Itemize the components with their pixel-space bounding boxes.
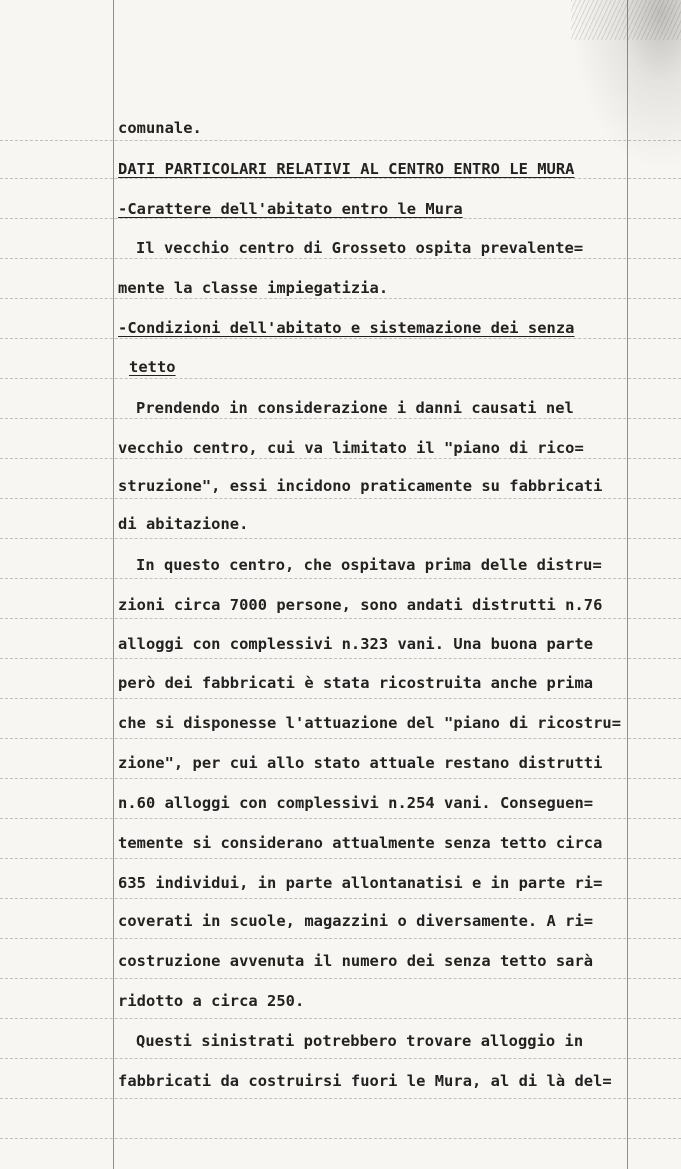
ruled-line: [0, 778, 681, 779]
ruled-line: [0, 738, 681, 739]
ruled-line: [0, 458, 681, 459]
subsection-heading-cont: tetto: [129, 358, 176, 376]
ruled-line: [0, 498, 681, 499]
text-line: coverati in scuole, magazzini o diversamente. A ri=: [118, 912, 594, 930]
right-margin-rule: [627, 0, 628, 1169]
ruled-line: [0, 378, 681, 379]
text-line: Prendendo in considerazione i danni causati nel: [136, 399, 574, 417]
ruled-line: [0, 298, 681, 299]
ruled-line: [0, 658, 681, 659]
ruled-line: [0, 338, 681, 339]
ruled-line: [0, 140, 681, 141]
ruled-line: [0, 418, 681, 419]
ruled-line: [0, 1138, 681, 1139]
text-line: di abitazione.: [118, 515, 249, 533]
ruled-line: [0, 1058, 681, 1059]
subsection-heading: -Carattere dell'abitato entro le Mura: [118, 200, 463, 218]
text-line: n.60 alloggi con complessivi n.254 vani. Conseguen=: [118, 794, 594, 812]
section-heading: DATI PARTICOLARI RELATIVI AL CENTRO ENTRO LE MURA: [118, 160, 575, 178]
text-line: fabbricati da costruirsi fuori le Mura, al di là del=: [118, 1072, 612, 1090]
text-line: però dei fabbricati è stata ricostruita anche prima: [118, 674, 594, 692]
subsection-heading: -Condizioni dell'abitato e sistemazione dei senza: [118, 319, 575, 337]
left-margin-rule: [113, 0, 114, 1169]
ruled-line: [0, 1018, 681, 1019]
ruled-line: [0, 898, 681, 899]
ruled-line: [0, 618, 681, 619]
text-line: 635 individui, in parte allontanatisi e in parte ri=: [118, 874, 603, 892]
text-line: vecchio centro, cui va limitato il "piano di rico=: [118, 439, 584, 457]
text-line: mente la classe impiegatizia.: [118, 279, 389, 297]
text-line: struzione", essi incidono praticamente su fabbricati: [118, 477, 603, 495]
text-line: comunale.: [118, 119, 202, 137]
text-line: alloggi con complessivi n.323 vani. Una buona parte: [118, 635, 594, 653]
text-line: Il vecchio centro di Grosseto ospita prevalente=: [136, 239, 584, 257]
text-line: In questo centro, che ospitava prima delle distru=: [136, 556, 602, 574]
ruled-line: [0, 578, 681, 579]
ruled-line: [0, 538, 681, 539]
ruled-line: [0, 258, 681, 259]
text-line: zioni circa 7000 persone, sono andati distrutti n.76: [118, 596, 603, 614]
ruled-line: [0, 698, 681, 699]
ruled-line: [0, 818, 681, 819]
text-line: che si disponesse l'attuazione del "piano di ricostru=: [118, 714, 622, 732]
text-line: temente si considerano attualmente senza tetto circa: [118, 834, 603, 852]
text-line: costruzione avvenuta il numero dei senza tetto sarà: [118, 952, 594, 970]
ruled-line: [0, 1098, 681, 1099]
scan-noise: [571, 0, 681, 40]
text-line: ridotto a circa 250.: [118, 992, 305, 1010]
ruled-line: [0, 978, 681, 979]
text-line: Questi sinistrati potrebbero trovare alloggio in: [136, 1032, 584, 1050]
ruled-line: [0, 938, 681, 939]
text-line: zione", per cui allo stato attuale restano distrutti: [118, 754, 603, 772]
ruled-line: [0, 858, 681, 859]
